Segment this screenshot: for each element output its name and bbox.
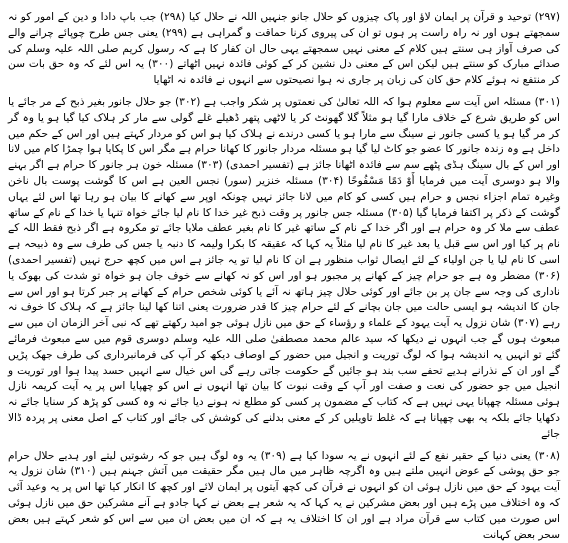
footnote-paragraph-2: (۳۰۱) مسئلہ اس آیت سے معلوم ہوا کہ اللہ تعالیٰ کی نعمتوں پر شکر واجب ہے (۳۰۲) جو حلال جانور بغیر ذبح کے مر جائے یا اس کو طریق شرع کے خلاف مارا گیا ہو مثلاً گلا گھونٹ کر یا لاٹھی پتھر ڈھیلے غلے گولی سے مار کر ہلاک کیا گیا ہو یا وہ گر کر مر گیا ہو یا کسی جانور نے سینگ سے مارا ہو یا کسی درندے نے ہلاک کیا ہو اس کو مردار کہتے ہیں اور اس کے حکم میں داخل ہے وہ زندہ جانور کا عضو جو کاٹ لیا گیا ہو مسئلہ مردار جانور کا کھانا حرام ہے مگر اس کا پکایا ہوا چمڑا کام میں لانا اور اس کے بال سینگ ہڈی پٹھے سم سے فائدہ اٹھانا جائز ہے (تفسیر احمدی) (۳۰۳) مسئلہ خون ہر جانور کا حرام ہے اگر بہنے والا ہو دوسری آیت میں فرمایا أَوْ دَمًا مَسْفُوحًا (۳۰۴) مسئلہ خنزیر (سور) نجس العین ہے اس کا گوشت پوست بال ناخن وغیرہ تمام اجزاء نجس و حرام ہیں کسی کو کام میں لانا جائز نہیں چونکہ اوپر سے کھانے کا بیان ہو رہا تھا اس لئے یہاں گوشت کے ذکر پر اکتفا فرمایا گیا (۳۰۵) مسئلہ جس جانور پر وقت ذبح غیر خدا کا نام لیا جائے خواہ تنہا یا خدا کے نام کے ساتھ عطف سے ملا کر وہ حرام ہے اور اگر خدا کے نام کے ساتھ غیر کا نام بغیر عطف ملایا جائے تو مکروہ ہے اگر ذبح فقط اللہ کے نام پر کیا اور اس سے قبل یا بعد غیر کا نام لیا مثلاً یہ کہا کہ عقیقہ کا بکرا ولیمہ کا دنبہ یا جس کی طرف سے وہ ذبیحہ ہے اسی کا نام لیا یا جن اولیاء کے لئے ایصال ثواب منظور ہے ان کا نام لیا تو یہ جائز ہے اس میں کچھ حرج نہیں (تفسیر احمدی) (۳۰۶) مضطر وہ ہے جو حرام چیز کے کھانے پر مجبور ہو اور اس کو نہ کھانے سے خوف جان ہو خواہ تو شدت کی بھوک یا ناداری کی وجہ سے جان پر بن جائے اور کوئی حلال چیز ہاتھ نہ آئے یا کوئی شخص حرام کے کھانے پر جبر کرتا ہو اور اس سے جان کا اندیشہ ہو ایسی حالت میں جان بچانے کے لئے حرام چیز کا قدر ضرورت یعنی اتنا کھا لینا جائز ہے کہ ہلاک کا خوف نہ رہے (۳۰۷) شان نزول یہ آیت یہود کے علماء و رؤساء کے حق میں نازل ہوئی جو امید رکھتے تھے کہ نبی آخر الزمان ان میں سے مبعوث ہوں گے جب انہوں نے دیکھا کہ سید عالم محمد مصطفیٰ صلی اللہ علیہ وسلم دوسری قوم میں سے مبعوث فرمائے گئے تو انہیں یہ اندیشہ ہوا کہ لوگ توریت و انجیل میں حضور کے اوصاف دیکھ کر آپ کی فرمانبرداری کی طرف جھک پڑیں گے اور ان کے نذرانے ہدیے تحفے سب بند ہو جائیں گے حکومت جاتی رہے گی اس خیال سے انہیں حسد پیدا ہوا اور توریت و انجیل میں جو حضور کی نعت و صفت اور آپ کے وقت نبوت کا بیان تھا انہوں نے اس کو چھپایا اس پر یہ آیت کریمہ نازل ہوئی مسئلہ چھپانا یہی نہیں ہے کہ کتاب کے مضمون پر کسی کو مطلع نہ ہونے دیا جائے نہ وہ کسی کو پڑھ کر سنایا جائے نہ دکھایا جائے بلکہ یہ بھی چھپانا ہے کہ غلط تاویلیں کر کے معنی بدلنے کی کوشش کی جائے اور کتاب کے اصل معنی پر پردہ ڈالا جائے [8,95,561,440]
footnote-paragraph-1: (۲۹۷) توحید و قرآن پر ایمان لاؤ اور پاک چیزوں کو حلال جانو جنہیں اللہ نے حلال کیا (۲۹۸) جب باپ دادا و دین کے امور کو نہ سمجھتے ہوں اور نہ راہ راست پر ہوں تو ان کی پیروی کرنا حماقت و گمراہی ہے (۲۹۹) یعنی جس طرح چوپائے چرانے والے کی صرف آواز ہی سنتے ہیں کلام کے معنی نہیں سمجھتے یہی حال ان کفار کا ہے کہ رسول کریم صلی اللہ علیہ وسلم کی صدائے مبارک کو سنتے ہیں لیکن اس کے معنی دل نشین کر کے کوئی فائدہ نہیں اٹھاتے (۳۰۰) یہ اس لئے کہ وہ حق بات سن کر منتفع نہ ہوئے کلام حق کان کی زبان پر جاری نہ ہوا نصیحتوں سے انہوں نے فائدہ نہ اٹھایا [8,11,560,87]
footnote-paragraph-3: (۳۰۸) یعنی دنیا کے حقیر نفع کے لئے انہوں نے یہ سودا کیا ہے (۳۰۹) یہ وہ لوگ ہیں جو کہ رشوتیں لیتے اور ہدیے حلال حرام جو حق پوشی کے عوض انہیں ملتے ہیں وہ اگرچہ ظاہر میں مال ہیں مگر حقیقت میں آتش جہنم ہیں (۳۱۰) شان نزول یہ آیت یہود کے حق میں نازل ہوئی ان کو انہوں نے قرآن کی کچھ آیتوں پر ایمان لائے اور کچھ کا انکار کیا تھا اس پر یہ وعید آئی کہ وہ اختلاف میں پڑے ہیں اور بعض مشرکین نے یہ کہا کہ یہ شعر ہے بعض نے کہا جادو ہے آنے مشرکین حق میں نازل ہوئی اس صورت میں کتاب سے قرآن مراد ہے اور ان کا اختلاف یہ ہے کہ ان میں بعض ان میں سے اس کو شعر کہتے ہیں بعض سحر بعض کہانت [8,449,561,541]
